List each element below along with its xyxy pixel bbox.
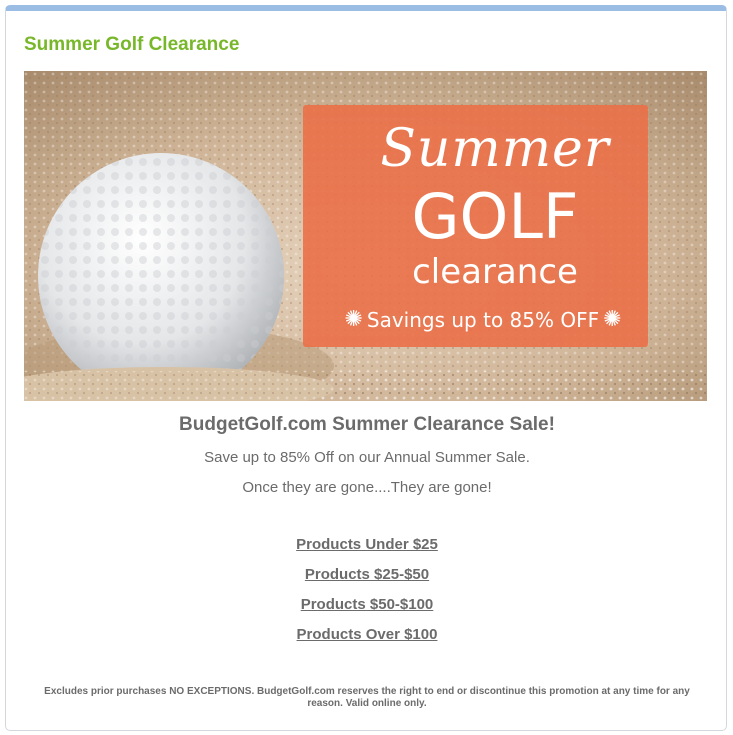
banner-savings-text: Savings up to 85% OFF: [366, 308, 600, 332]
link-products-over-100[interactable]: Products Over $100: [296, 626, 438, 643]
promo-banner-image[interactable]: [24, 71, 707, 401]
sale-headline: BudgetGolf.com Summer Clearance Sale!: [179, 414, 555, 435]
promo-panel: [5, 5, 727, 731]
banner-savings-row: [310, 303, 656, 337]
disclaimer-text: Excludes prior purchases NO EXCEPTIONS. BudgetGolf.com reserves the right to end or discontinue this promotion at any time for any reason. Valid online only.: [44, 686, 690, 709]
sale-description: Save up to 85% Off on our Annual Summer Sale.: [204, 449, 530, 466]
sale-tagline: Once they are gone....They are gone!: [242, 479, 492, 496]
sun-icon: ✺: [344, 307, 363, 332]
sun-icon: ✺: [603, 307, 622, 332]
link-products-under-25[interactable]: Products Under $25: [296, 536, 438, 553]
link-products-50-100[interactable]: Products $50-$100: [300, 596, 434, 613]
panel-title: Summer Golf Clearance: [24, 34, 240, 55]
banner-script-text: Summer: [380, 119, 610, 179]
banner-sub-text: clearance: [412, 252, 578, 292]
link-products-25-50[interactable]: Products $25-$50: [304, 566, 430, 583]
product-links: [6, 536, 727, 656]
banner-big-text: GOLF: [411, 180, 579, 253]
